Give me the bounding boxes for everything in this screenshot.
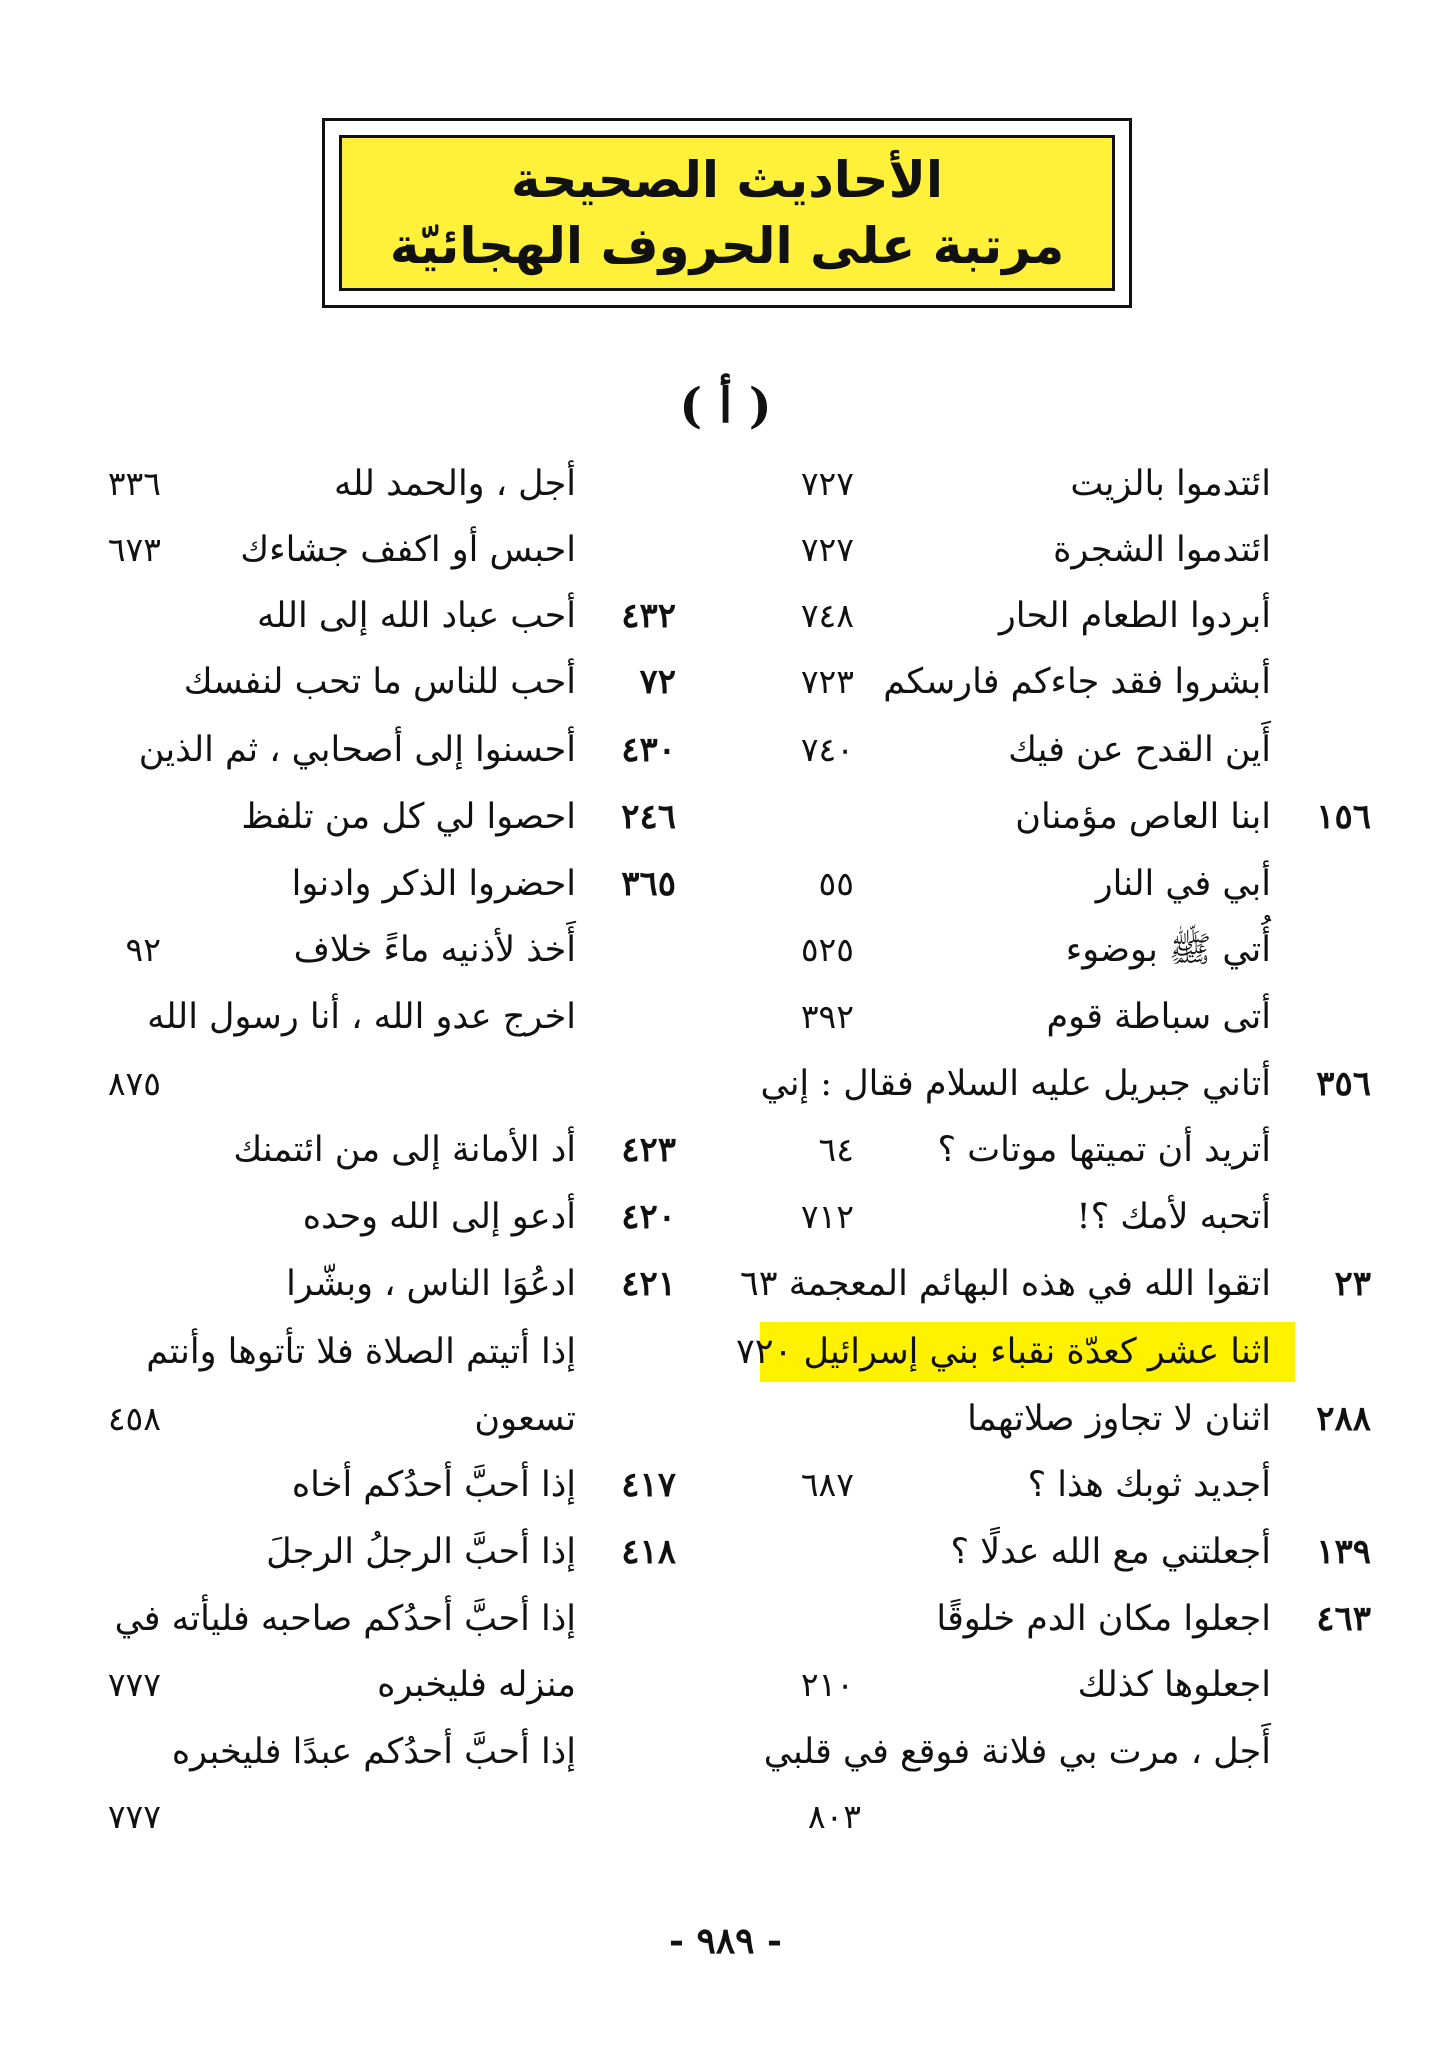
title-line-2: مرتبة على الحروف الهجائيّة [389,217,1065,275]
entry-page: ٧٢٣ [800,662,854,701]
entry-text: إذا أتيتم الصلاة فلا تأتوها وأنتم [146,1332,576,1372]
entry-number: ٤٦٣ [1316,1599,1371,1639]
entry-text: أُتي ﷺ بوضوء [1065,930,1271,970]
entry-text: ادعُوَا الناس ، وبشّرا [286,1264,576,1304]
entry-number: ١٥٦ [1316,797,1371,837]
entry-number: ٢٤٦ [621,797,676,837]
entry-text: احصوا لي كل من تلفظ [241,797,576,837]
entry-text: أتحبه لأمك ؟! [1076,1197,1271,1237]
entry-text: إذا أحبَّ أحدُكم عبدًا فليخبره [171,1732,576,1772]
title-frame [322,118,1132,308]
entry-number: ٤٣٠ [621,730,676,770]
entry-text: ائتدموا بالزيت [1070,464,1271,504]
entry-text: اتقوا الله في هذه البهائم المعجمة ٦٣ [739,1264,1271,1304]
entry-text: أحسنوا إلى أصحابي ، ثم الذين [138,730,576,770]
entry-page: ٨٧٥ [107,1064,161,1103]
entry-number: ٧٢ [639,662,676,702]
entry-text: إذا أحبَّ أحدُكم صاحبه فليأته في [114,1599,576,1639]
entry-number: ٣٥٦ [1316,1064,1371,1104]
entry-text: أبردوا الطعام الحار [998,596,1271,636]
entry-text: أبشروا فقد جاءكم فارسكم [883,662,1271,702]
entry-text: أحب عباد الله إلى الله [257,596,576,636]
highlighted-entry-text: اثنا عشر كعدّة نقباء بني إسرائيل ٧٢٠ [735,1332,1271,1372]
entry-text: أتى سباطة قوم [1046,997,1271,1037]
entry-text: اجعلوا مكان الدم خلوقًا [936,1599,1271,1639]
entry-page: ٧٧٧ [107,1665,161,1704]
entry-page: ٦٨٧ [800,1465,854,1504]
entry-number: ٤١٨ [621,1532,676,1572]
entry-number: ٢٨٨ [1316,1399,1371,1439]
entry-page: ٣٣٦ [107,464,161,503]
entry-text: أَين القدح عن فيك [1008,730,1271,770]
entry-page: ٩٢ [125,930,161,969]
entry-page: ٤٥٨ [107,1399,161,1438]
entry-page: ٦٧٣ [107,530,161,569]
entry-text: منزله فليخبره [377,1665,576,1705]
entry-text: أَخذ لأذنيه ماءً خلاف [293,930,576,970]
entry-text: اخرج عدو الله ، أنا رسول الله [147,997,576,1037]
section-letter: ( أ ) [679,378,772,434]
entry-number: ٣٦٥ [621,864,676,904]
entry-text: أجديد ثوبك هذا ؟ [1027,1465,1271,1505]
entry-page: ٧٢٧ [800,530,854,569]
entry-text: اجعلوها كذلك [1077,1665,1271,1705]
entry-text: إذا أحبَّ أحدُكم أخاه [291,1465,576,1505]
entry-page: ٢١٠ [800,1665,854,1704]
entry-text: ابنا العاص مؤمنان [1015,797,1271,837]
entry-page: ٧٢٧ [800,464,854,503]
entry-page: ٧٤٨ [800,596,854,635]
entry-text: أحب للناس ما تحب لنفسك [183,662,576,702]
entry-number: ٢٣ [1334,1264,1371,1304]
entry-text: احضروا الذكر وادنوا [291,864,576,904]
entry-text: أدعو إلى الله وحده [302,1197,576,1237]
entry-text: أجعلتني مع الله عدلًا ؟ [950,1532,1271,1572]
entry-number: ٤٣٢ [621,596,676,636]
entry-text: ائتدموا الشجرة [1053,530,1271,570]
entry-number: ٤٢٠ [621,1197,676,1237]
entry-text: أبي في النار [1095,864,1271,904]
entry-text: تسعون [474,1399,576,1439]
entry-text: أتاني جبريل عليه السلام فقال : إني [760,1064,1271,1104]
entry-number: ٤٢١ [621,1264,676,1304]
entry-text: أتريد أن تميتها موتات ؟ [937,1130,1271,1170]
entry-page: ٧١٢ [800,1197,854,1236]
page-number: - ٩٨٩ - [669,1920,782,1962]
entry-number: ١٣٩ [1316,1532,1371,1572]
entry-page: ٣٩٢ [800,997,854,1036]
entry-text: اثنان لا تجاوز صلاتهما [967,1399,1271,1439]
entry-text: أجل ، والحمد لله [333,464,576,504]
entry-page: ٥٥ [818,864,854,903]
entry-text: أَجل ، مرت بي فلانة فوقع في قلبي [763,1732,1271,1772]
entry-page: ٧٤٠ [800,730,854,769]
entry-number: ٤١٧ [621,1465,676,1505]
title-box [339,135,1115,291]
entry-number: ٤٢٣ [621,1130,676,1170]
entry-text: احبس أو اكفف جشاءك [240,530,576,570]
entry-text: إذا أحبَّ الرجلُ الرجلَ [266,1532,576,1572]
entry-page: ٥٢٥ [800,930,854,969]
title-line-1: الأحاديث الصحيحة [511,151,943,209]
entry-text: أد الأمانة إلى من ائتمنك [233,1130,576,1170]
entry-page: ٨٠٣ [807,1797,861,1836]
entry-page: ٧٧٧ [107,1797,161,1836]
entry-page: ٦٤ [818,1130,854,1169]
